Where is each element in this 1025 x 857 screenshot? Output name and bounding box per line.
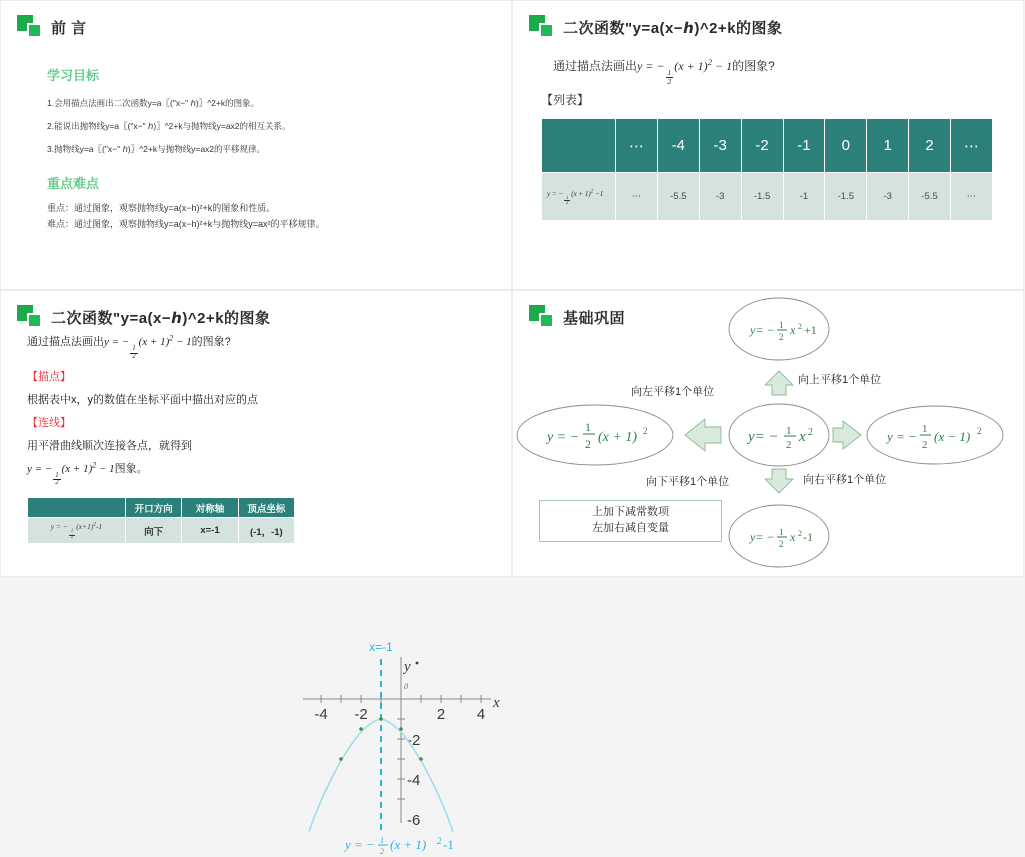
oval-center [729,404,829,466]
line-result-suffix: 图象。 [114,462,148,475]
x-tick-labels [314,706,485,723]
label-shift-down: 向下平移1个单位 [646,476,730,488]
question-formula: y = − $\frac{1}{2}$ $(x + 1)^2 - 1$ [104,333,192,360]
svg-text:x: x [799,429,806,445]
data-point [419,757,423,761]
rule-box [539,500,722,542]
value-table [541,118,993,221]
y-axis-arrow-dot [416,662,419,665]
line-miaodian: 根据表中x，y的数值在坐标平面中描出对应的点 [27,393,258,406]
table-cell: -3 [699,173,741,221]
panel-preface [0,0,512,290]
parabola-chart [301,637,513,857]
svg-text:2: 2 [779,539,784,549]
panel-table [512,0,1024,290]
table-header-cell: ⋯ [616,119,658,173]
x-tick-label: -4 [314,706,328,723]
page-title: 二次函数"y=a(x−ℎ)^2+k的图象 [51,309,271,327]
origin-label: 0 [404,682,408,691]
panel-graph-header [1,291,511,331]
svg-text:(x + 1): (x + 1) [598,430,637,445]
equation-top [749,320,817,342]
table-cell: -1.5 [741,173,783,221]
question-line [553,57,1003,85]
data-point [359,727,363,731]
svg-text:1: 1 [922,423,928,435]
table-cell: -1.5 [825,173,867,221]
table-header-cell: -4 [657,119,699,173]
equation-right [885,423,982,451]
equation-left [545,420,648,451]
table-header-cell: 1 [867,119,909,173]
tag-miaodian: 【描点】 [27,370,71,383]
svg-text:y= −: y= − [750,323,775,337]
graph-panel-text [27,333,299,544]
svg-text:x: x [790,530,796,544]
keypoints-body [47,202,471,231]
table-header-cell: 对称轴 [182,498,238,518]
arrow-right-icon [833,421,861,449]
objective-item: 3.抛物线y=a〖("x−" ℎ)〗^2+k与抛物线y=ax2的平移规律。 [47,144,266,155]
panel-preface-header [1,1,511,41]
keypoint-item: 难点：通过图象，观察抛物线y=a(x−h)²+k与抛物线y=ax²的平移规律。 [47,218,325,229]
table-header-cell: -1 [783,119,825,173]
table-row-label: y = − $\frac{1}{2}$ $(x + 1)^2 -1$ [542,173,616,221]
axis-of-symmetry-label: x=-1 [369,640,393,654]
table-header-cell: 顶点坐标 [238,498,294,518]
svg-text:(x + 1): (x + 1) [390,837,427,852]
svg-text:1: 1 [779,527,784,537]
table-cell: -5.5 [657,173,699,221]
table-header-blank [28,498,126,518]
svg-text:2: 2 [977,426,982,436]
svg-text:-1: -1 [803,530,813,544]
table-header-blank [542,119,616,173]
page-title: 基础巩固 [563,309,626,327]
svg-text:y= −: y= − [750,530,775,544]
svg-text:y= −: y= − [748,429,779,445]
svg-text:2: 2 [798,322,802,331]
table-header-cell: -3 [699,119,741,173]
svg-text:2: 2 [643,426,648,436]
green-double-square-icon [529,15,555,39]
svg-text:2: 2 [808,427,813,438]
label-shift-up: 向上平移1个单位 [798,374,882,386]
svg-text:1: 1 [380,836,384,845]
table-cell: (-1，-1) [238,518,294,544]
y-tick-label: -4 [407,772,421,789]
svg-text:+1: +1 [804,323,817,337]
svg-text:y = −: y = − [547,430,580,445]
arrow-down-icon [765,469,793,493]
x-tick-label: 2 [436,706,446,723]
rule-line-1: 上加下减常数项 [592,506,669,519]
svg-text:y = −: y = − [887,429,917,444]
panel-table-header [513,1,1023,41]
section-heading-objectives: 学习目标 [47,68,100,83]
liebiao-label: 【列表】 [541,93,590,108]
table-cell: -1 [783,173,825,221]
table-cell: -3 [867,173,909,221]
question-line [27,333,299,361]
question-suffix: 的图象? [191,336,231,348]
svg-text:y = −: y = − [345,837,375,852]
arrow-up-icon [765,371,793,395]
table-row [28,518,295,544]
table-header-cell: 2 [909,119,951,173]
svg-text:2: 2 [922,439,928,451]
data-point [339,757,343,761]
svg-text:2: 2 [779,332,784,342]
svg-text:1: 1 [585,420,591,434]
svg-text:2: 2 [786,439,792,451]
objective-item: 2.能说出抛物线y=a〖("x−" ℎ)〗^2+k与抛物线y=ax2的相互关系。 [47,121,291,132]
table-header-cell: 0 [825,119,867,173]
arrow-left-icon [685,419,721,451]
line-lianxian: 用平滑曲线顺次连接各点，就得到 [27,439,192,452]
oval-left [517,405,673,465]
curve-equation-label [343,836,454,856]
green-double-square-icon [17,15,43,39]
data-point [399,727,403,731]
page-title: 前 言 [51,19,87,37]
green-double-square-icon [17,305,43,329]
table-header-row [542,119,993,173]
tag-lianxian: 【连线】 [27,416,71,429]
question-suffix: 的图象? [732,59,775,73]
objective-item: 1.会用描点法画出二次函数y=a〖("x−" ℎ)〗^2+k的图象。 [47,98,260,108]
table-row [542,173,993,221]
x-tick-label: -2 [354,706,368,723]
question-prefix: 通过描点法画出 [27,336,104,348]
equation-center [746,425,813,451]
table-cell: x=-1 [182,518,238,544]
table-cell: ⋯ [951,173,993,221]
preface-body [1,41,511,231]
section-heading-keypoints: 重点难点 [47,175,100,191]
x-tick-label: 4 [476,706,486,723]
svg-text:2: 2 [585,437,591,451]
table-header-cell: 开口方向 [126,498,182,518]
svg-text:2: 2 [798,529,802,538]
page-title: 二次函数"y=a(x−ℎ)^2+k的图象 [563,19,783,37]
label-shift-left: 向左平移1个单位 [631,386,715,398]
properties-table [27,497,295,544]
table-cell: -5.5 [909,173,951,221]
y-tick-labels [407,732,420,829]
equation-bottom [749,527,813,549]
y-tick-label: -2 [407,732,421,749]
svg-text:(x − 1): (x − 1) [934,429,971,444]
keypoint-item: 重点：通过图象，观察抛物线y=a(x−h)²+k的图象和性质。 [47,202,276,213]
line-result: y = − $\frac{1}{2}$ $(x + 1)^2 - 1$图象。 [27,459,148,487]
panel-exercises [512,290,1024,577]
label-shift-right: 向右平移1个单位 [803,474,887,486]
rule-line-2: 左加右减自变量 [592,522,669,534]
question-formula: y = − $\frac{1}{2}$ $(x + 1)^2 - 1$ [637,57,733,86]
table-cell: 向下 [126,518,182,544]
svg-text:1: 1 [779,320,784,330]
table-row-label: y = − $\frac{1}{2}$ $(x+1)^2-1$ [28,518,126,544]
y-axis-label: y [404,659,411,675]
svg-text:x: x [790,323,796,337]
table-panel-body [513,41,1023,221]
x-axis-label: x [493,695,500,711]
y-tick-label: -6 [407,812,421,829]
svg-text:2: 2 [380,847,384,856]
table-header-cell: -2 [741,119,783,173]
table-cell: ⋯ [616,173,658,221]
svg-text:1: 1 [786,425,792,437]
svg-text:2: 2 [437,836,442,846]
question-prefix: 通过描点法画出 [553,59,638,73]
svg-text:-1: -1 [443,837,454,852]
panel-graph [0,290,512,856]
data-point [379,717,383,721]
table-header-cell: ⋯ [951,119,993,173]
table-header-row [28,498,295,518]
